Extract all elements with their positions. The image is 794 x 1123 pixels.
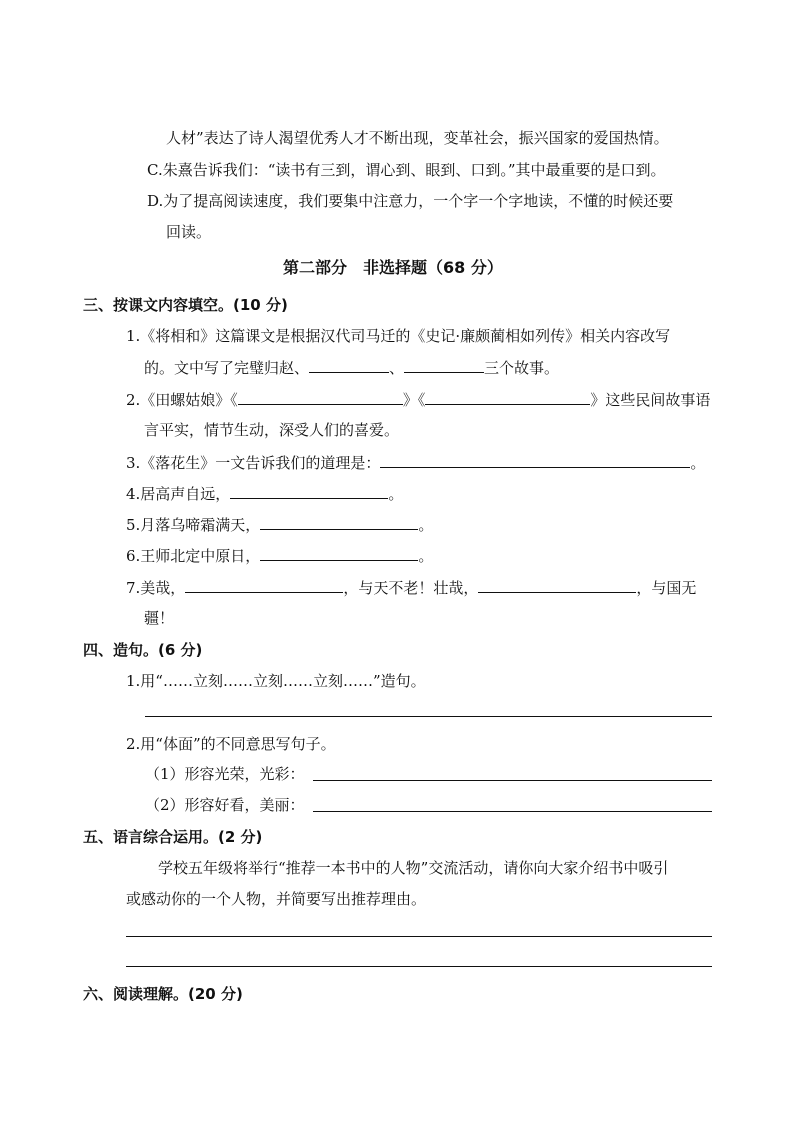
s4-q2-part2-answer-line[interactable] (313, 811, 712, 812)
s3-q2-text-post: 》这些民间故事语 (590, 391, 711, 409)
s3-q4-text-pre: 4.居高声自远， (126, 485, 231, 503)
s5-answer-line-2[interactable] (126, 966, 712, 967)
s3-q5 (126, 514, 433, 535)
option-d-line1: D.为了提高阅读速度，我们要集中注意力，一个字一个字地读，不懂的时候还要 (147, 192, 674, 210)
s3-q2-text-pre: 2.《田螺姑娘》《 (126, 391, 238, 409)
s4-q2-part2-label: （2）形容好看，美丽： (145, 796, 305, 814)
s3-q2-line2: 言平实，情节生动，深受人们的喜爱。 (144, 421, 400, 439)
s4-q2-part1-label: （1）形容光荣，光彩： (145, 765, 305, 783)
s3-q7-text-pre: 7.美哉， (126, 579, 186, 597)
s3-q7-text-mid: ，与天不老！壮哉， (343, 579, 479, 597)
s3-q7-blank-1[interactable] (185, 577, 343, 593)
s3-q1-blank-2[interactable] (404, 357, 484, 373)
option-d-line2: 回读。 (166, 223, 212, 241)
s3-q1-line2 (144, 357, 559, 378)
s3-q2-blank-1[interactable] (238, 389, 403, 405)
part-two-title: 第二部分 非选择题（68 分） (283, 258, 503, 277)
s3-q3-text-post: 。 (690, 454, 706, 472)
s3-q6-text-post: 。 (418, 547, 434, 565)
s3-q6-text-pre: 6.王师北定中原日， (126, 547, 261, 565)
s4-q2-part1-answer-line[interactable] (313, 780, 712, 781)
s3-q5-text-pre: 5.月落乌啼霜满天， (126, 516, 261, 534)
section-three-heading: 三、按课文内容填空。(10 分) (83, 296, 288, 314)
s5-prompt-line2: 或感动你的一个人物，并简要写出推荐理由。 (126, 890, 427, 908)
s3-q6-blank[interactable] (260, 545, 418, 561)
s3-q3-text-pre: 3.《落花生》一文告诉我们的道理是： (126, 454, 381, 472)
s5-answer-line-1[interactable] (126, 936, 712, 937)
s3-q2-text-mid: 》《 (402, 391, 426, 409)
s3-q4-blank[interactable] (230, 483, 388, 499)
s4-q2: 2.用“体面”的不同意思写句子。 (126, 735, 336, 753)
section-six-heading: 六、阅读理解。(20 分) (83, 985, 243, 1003)
s3-q1-text-pre: 的。文中写了完璧归赵、 (144, 359, 310, 377)
s3-q5-blank[interactable] (260, 514, 418, 530)
s4-q1-answer-line[interactable] (145, 716, 712, 717)
s3-q7-text-post: ，与国无 (636, 579, 697, 597)
s3-q2-line1 (126, 389, 710, 410)
s3-q4 (126, 483, 403, 504)
s5-prompt-line1: 学校五年级将举行“推荐一本书中的人物”交流活动，请你向大家介绍书中吸引 (158, 859, 669, 877)
section-five-heading: 五、语言综合运用。(2 分) (83, 828, 263, 846)
s3-q4-text-post: 。 (388, 485, 404, 503)
option-c: C.朱熹告诉我们：“读书有三到，谓心到、眼到、口到。”其中最重要的是口到。 (147, 161, 666, 179)
s3-q6 (126, 545, 433, 566)
option-b-continued: 人材”表达了诗人渴望优秀人才不断出现，变革社会，振兴国家的爱国热情。 (166, 129, 669, 147)
s3-q3 (126, 452, 705, 473)
s3-q7-line2: 疆！ (144, 609, 175, 627)
section-four-heading: 四、造句。(6 分) (83, 641, 203, 659)
s3-q1-text-post: 三个故事。 (484, 359, 560, 377)
s3-q1-line1: 1.《将相和》这篇课文是根据汉代司马迁的《史记·廉颇蔺相如列传》相关内容改写 (126, 327, 671, 345)
s3-q7-blank-2[interactable] (478, 577, 636, 593)
s3-q2-blank-2[interactable] (425, 389, 590, 405)
s3-q5-text-post: 。 (418, 516, 434, 534)
s3-q7-line1 (126, 577, 696, 598)
s3-q3-blank[interactable] (380, 452, 690, 468)
s3-q1-separator: 、 (389, 359, 405, 377)
s4-q1: 1.用“……立刻……立刻……立刻……”造句。 (126, 672, 426, 690)
s3-q1-blank-1[interactable] (309, 357, 389, 373)
